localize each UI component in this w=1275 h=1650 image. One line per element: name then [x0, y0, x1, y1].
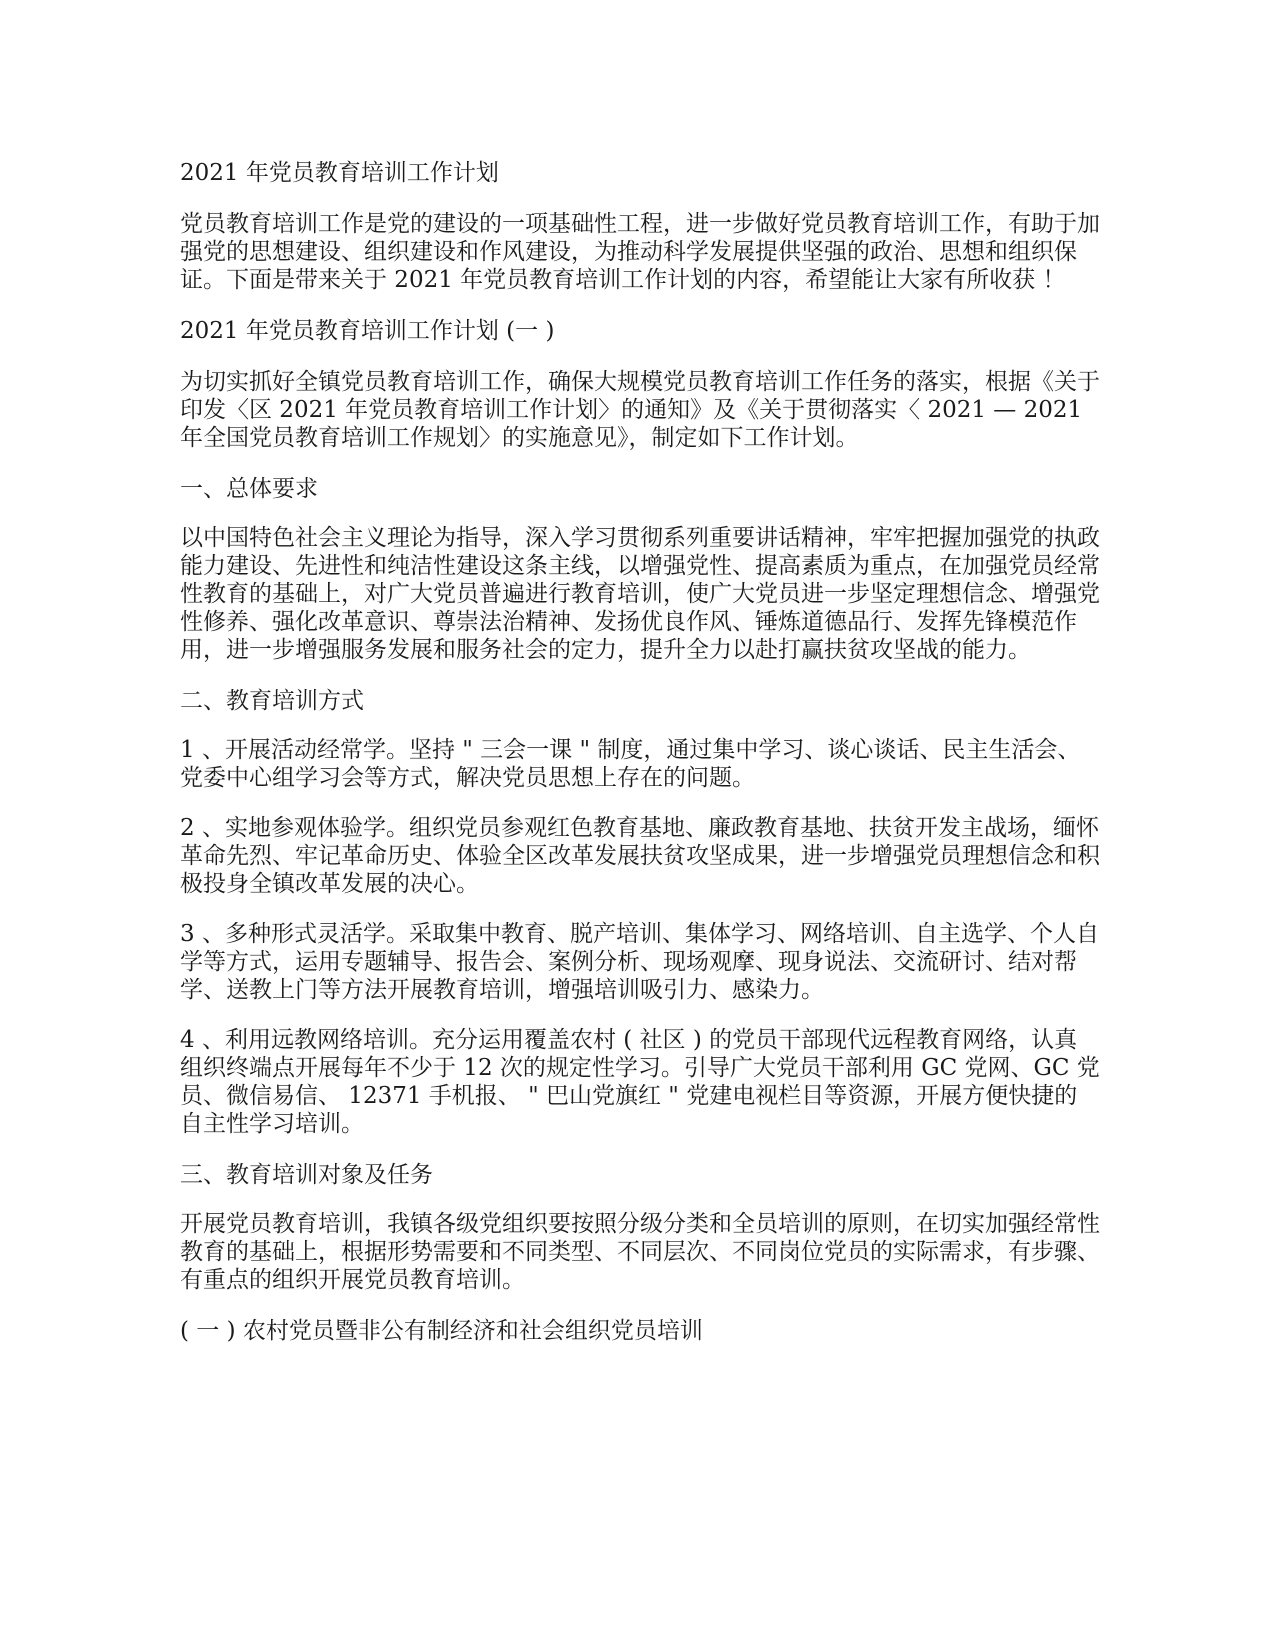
paragraph-general-requirements: 以中国特色社会主义理论为指导，深入学习贯彻系列重要讲话精神，牢牢把握加强党的执政能力建设、先进性和纯洁性建设这条主线，以增强党性、提高素质为重点，在加强党员经常性教育的基础上，对广大党员普遍进行教育培训，使广大党员进一步坚定理想信念、增强党性修养、强化改革意识、尊崇法治精神、发扬优良作风、锤炼道德品行、发挥先锋模范作用，进一步增强服务发展和服务社会的定力，提升全力以赴打赢扶贫攻坚战的能力。 [180, 525, 1100, 663]
document-title: 2021 年党员教育培训工作计划 [180, 160, 499, 186]
list-item-method-2: 2 、实地参观体验学。组织党员参观红色教育基地、廉政教育基地、扶贫开发主战场，缅怀革命先烈、牢记革命历史、体验全区改革发展扶贫攻坚成果，进一步增强党员理想信念和积极投身全镇改革发展的决心。 [180, 815, 1100, 897]
section-title: 2021 年党员教育培训工作计划 (一 ) [180, 318, 555, 344]
document-page [180, 158, 1100, 1366]
intro-paragraph: 党员教育培训工作是党的建设的一项基础性工程，进一步做好党员教育培训工作，有助于加强党的思想建设、组织建设和作风建设，为推动科学发展提供坚强的政治、思想和组织保证。下面是带来关于 2021 年党员教育培训工作计划的内容，希望能让大家有所收获 ！ [180, 211, 1100, 293]
paragraph-training-targets: 开展党员教育培训，我镇各级党组织要按照分级分类和全员培训的原则，在切实加强经常性教育的基础上，根据形势需要和不同类型、不同层次、不同岗位党员的实际需求，有步骤、有重点的组织开展党员教育培训。 [180, 1211, 1100, 1293]
list-item-method-4: 4 、利用远教网络培训。充分运用覆盖农村 ( 社区 ) 的党员干部现代远程教育网络，认真组织终端点开展每年不少于 12 次的规定性学习。引导广大党员干部利用 GC 党网、GC 党员、微信易信、 12371 手机报、 " 巴山党旗红 " 党建电视栏目等资源，开展方便快捷的自主性学习培训。 [180, 1027, 1100, 1137]
list-item-method-3: 3 、多种形式灵活学。采取集中教育、脱产培训、集体学习、网络培训、自主选学、个人自学等方式，运用专题辅导、报告会、案例分析、现场观摩、现身说法、交流研讨、结对帮学、送教上门等方法开展教育培训，增强培训吸引力、感染力。 [180, 921, 1099, 1003]
heading-general-requirements: 一、总体要求 [180, 476, 318, 502]
heading-training-methods: 二、教育培训方式 [180, 688, 364, 714]
paragraph-purpose: 为切实抓好全镇党员教育培训工作，确保大规模党员教育培训工作任务的落实，根据《关于印发〈区 2021 年党员教育培训工作计划〉的通知》及《关于贯彻落实〈 2021 — 2021 年全国党员教育培训工作规划〉的实施意见》，制定如下工作计划。 [180, 369, 1100, 451]
list-item-method-1: 1 、开展活动经常学。坚持 " 三会一课 " 制度，通过集中学习、谈心谈话、民主生活会、党委中心组学习会等方式，解决党员思想上存在的问题。 [180, 737, 1081, 791]
subheading-rural-members: ( 一 ) 农村党员暨非公有制经济和社会组织党员培训 [180, 1318, 703, 1344]
heading-training-targets: 三、教育培训对象及任务 [180, 1162, 433, 1188]
